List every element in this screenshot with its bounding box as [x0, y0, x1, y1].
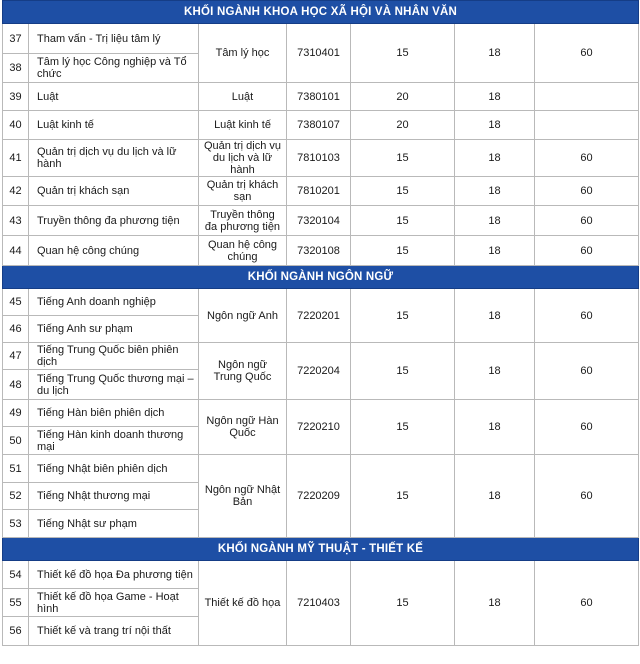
row-number: 46: [3, 316, 29, 343]
row-number: 48: [3, 370, 29, 400]
major-code: 7220210: [287, 400, 351, 455]
row-number: 50: [3, 427, 29, 455]
program-name: Tiếng Trung Quốc thương mại – du lịch: [29, 370, 199, 400]
major-name: Luật: [199, 83, 287, 111]
major-name: Luật kinh tế: [199, 111, 287, 140]
program-name: Tiếng Nhật biên phiên dịch: [29, 455, 199, 483]
major-name: Truyền thông đa phương tiện: [199, 206, 287, 236]
row-number: 49: [3, 400, 29, 427]
row-number: 43: [3, 206, 29, 236]
table-row: [3, 140, 639, 177]
value-col-a: 15: [351, 289, 455, 343]
table-row: [3, 206, 639, 236]
section-header: [3, 538, 639, 561]
program-name: Truyền thông đa phương tiện: [29, 206, 199, 236]
major-name: Tâm lý học: [199, 24, 287, 83]
value-col-a: 15: [351, 561, 455, 646]
major-name: Ngôn ngữ Anh: [199, 289, 287, 343]
section-title: KHỐI NGÀNH KHOA HỌC XÃ HỘI VÀ NHÂN VĂN: [184, 6, 457, 18]
value-col-b: 18: [455, 289, 535, 343]
value-col-b: 18: [455, 561, 535, 646]
major-code: 7210403: [287, 561, 351, 646]
major-name: Quản trị dịch vụ du lịch và lữ hành: [199, 140, 287, 177]
value-col-a: 15: [351, 400, 455, 455]
table-row: [3, 24, 639, 54]
program-name: Thiết kế và trang trí nội thất: [29, 617, 199, 646]
value-col-c: 60: [535, 140, 639, 177]
row-number: 39: [3, 83, 29, 111]
program-name: Quản trị dịch vụ du lịch và lữ hành: [29, 140, 199, 177]
section-header: [3, 1, 639, 24]
program-name: Thiết kế đồ họa Đa phương tiện: [29, 561, 199, 589]
major-code: 7220204: [287, 343, 351, 400]
value-col-c: 60: [535, 343, 639, 400]
row-number: 52: [3, 483, 29, 510]
value-col-c: 60: [535, 24, 639, 83]
value-col-c: 60: [535, 455, 639, 538]
row-number: 56: [3, 617, 29, 646]
value-col-a: 15: [351, 236, 455, 266]
table-row: [3, 236, 639, 266]
value-col-b: 18: [455, 83, 535, 111]
major-name: Thiết kế đồ họa: [199, 561, 287, 646]
program-name: Tiếng Anh sư phạm: [29, 316, 199, 343]
major-name: Quan hệ công chúng: [199, 236, 287, 266]
program-name: Tiếng Nhật thương mại: [29, 483, 199, 510]
program-name: Tâm lý học Công nghiệp và Tổ chức: [29, 54, 199, 83]
value-col-c: 60: [535, 561, 639, 646]
program-name: Tham vấn - Trị liệu tâm lý: [29, 24, 199, 54]
value-col-a: 15: [351, 343, 455, 400]
program-name: Thiết kế đồ họa Game - Hoạt hình: [29, 589, 199, 617]
value-col-b: 18: [455, 140, 535, 177]
row-number: 40: [3, 111, 29, 140]
row-number: 41: [3, 140, 29, 177]
major-code: 7310401: [287, 24, 351, 83]
value-col-b: 18: [455, 177, 535, 206]
major-name: Ngôn ngữ Trung Quốc: [199, 343, 287, 400]
value-col-a: 15: [351, 206, 455, 236]
program-name: Quan hệ công chúng: [29, 236, 199, 266]
row-number: 45: [3, 289, 29, 316]
section-header: [3, 266, 639, 289]
table-row: [3, 111, 639, 140]
program-name: Quản trị khách sạn: [29, 177, 199, 206]
row-number: 44: [3, 236, 29, 266]
table-row: [3, 289, 639, 316]
row-number: 55: [3, 589, 29, 617]
major-code: 7380101: [287, 83, 351, 111]
row-number: 37: [3, 24, 29, 54]
table-row: [3, 455, 639, 483]
table-row: [3, 177, 639, 206]
value-col-b: 18: [455, 206, 535, 236]
program-name: Tiếng Trung Quốc biên phiên dịch: [29, 343, 199, 370]
major-code: 7320108: [287, 236, 351, 266]
value-col-c: [535, 83, 639, 111]
major-code: 7380107: [287, 111, 351, 140]
table-row: [3, 83, 639, 111]
row-number: 47: [3, 343, 29, 370]
table-row: [3, 400, 639, 427]
value-col-b: 18: [455, 236, 535, 266]
value-col-b: 18: [455, 455, 535, 538]
table-row: [3, 561, 639, 589]
program-name: Tiếng Hàn kinh doanh thương mại: [29, 427, 199, 455]
major-code: 7810201: [287, 177, 351, 206]
value-col-b: 18: [455, 400, 535, 455]
major-name: Quản trị khách sạn: [199, 177, 287, 206]
program-name: Luật kinh tế: [29, 111, 199, 140]
value-col-a: 15: [351, 24, 455, 83]
admissions-table: [2, 0, 639, 646]
value-col-b: 18: [455, 343, 535, 400]
value-col-c: 60: [535, 236, 639, 266]
value-col-a: 15: [351, 177, 455, 206]
major-name: Ngôn ngữ Hàn Quốc: [199, 400, 287, 455]
major-code: 7220209: [287, 455, 351, 538]
row-number: 54: [3, 561, 29, 589]
value-col-a: 15: [351, 455, 455, 538]
program-name: Luật: [29, 83, 199, 111]
row-number: 38: [3, 54, 29, 83]
major-code: 7320104: [287, 206, 351, 236]
program-name: Tiếng Anh doanh nghiệp: [29, 289, 199, 316]
value-col-b: 18: [455, 24, 535, 83]
value-col-c: [535, 111, 639, 140]
row-number: 42: [3, 177, 29, 206]
major-code: 7220201: [287, 289, 351, 343]
value-col-c: 60: [535, 177, 639, 206]
value-col-c: 60: [535, 289, 639, 343]
section-title: KHỐI NGÀNH NGÔN NGỮ: [247, 271, 394, 283]
value-col-c: 60: [535, 400, 639, 455]
value-col-a: 20: [351, 83, 455, 111]
section-title: KHỐI NGÀNH MỸ THUẬT - THIẾT KẾ: [217, 543, 424, 555]
major-code: 7810103: [287, 140, 351, 177]
value-col-a: 15: [351, 140, 455, 177]
value-col-a: 20: [351, 111, 455, 140]
table-row: [3, 343, 639, 370]
major-name: Ngôn ngữ Nhật Bản: [199, 455, 287, 538]
row-number: 53: [3, 510, 29, 538]
program-name: Tiếng Hàn biên phiên dịch: [29, 400, 199, 427]
value-col-b: 18: [455, 111, 535, 140]
program-name: Tiếng Nhật sư phạm: [29, 510, 199, 538]
value-col-c: 60: [535, 206, 639, 236]
row-number: 51: [3, 455, 29, 483]
